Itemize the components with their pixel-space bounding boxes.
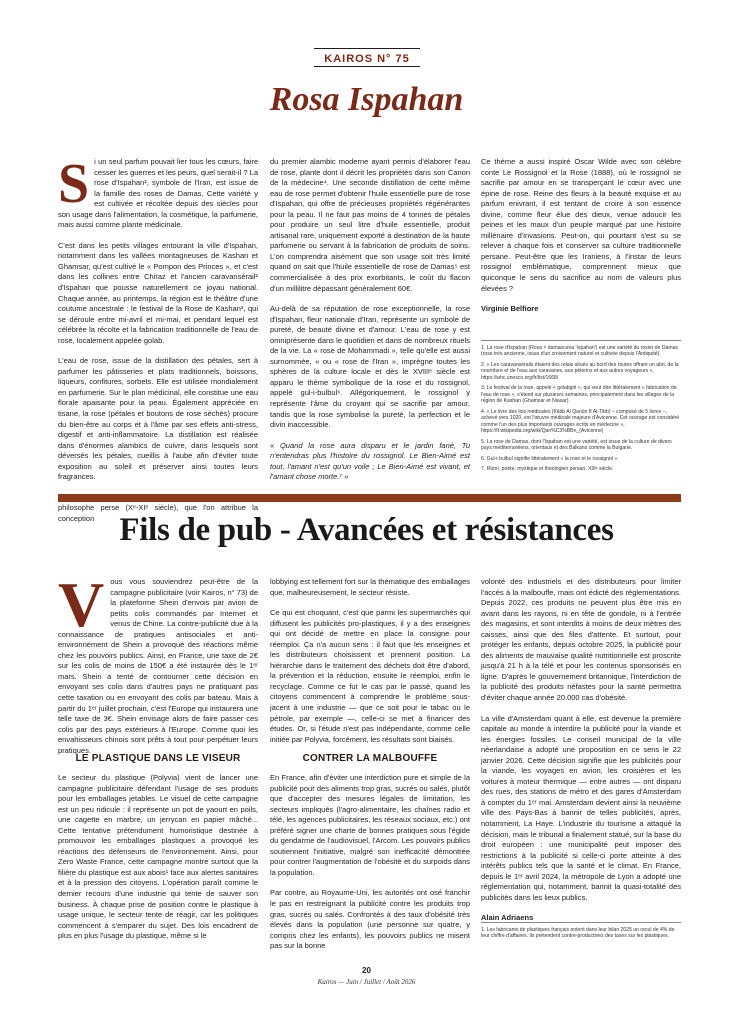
article1-paragraph-5: du premier alambic moderne ayant permis d'élaborer l'eau de rose, plante dont il décrit les propriétés dans son Canon de la médecine⁴. Une seconde distillation de cette même eau de rose permet d'obtenir l'huile essentielle pure de rose d'Ispahan, qui offre de précieuses propriétés régénérantes pour la peau. Il ne faut pas moins de 4 tonnes de pétales pour produire un seul litre d'huile essentielle, produit artisanal rare, uniquement exporté à destination de la haute parfumerie ou servant à la fabrication de produits de soins. L'on comprendra aisément que son usage soit très limité quand on sait que l'huile essentielle de rose de Damas⁵ est commercialisée à des prix exorbitants, le coût du flacon d'un millilitre dépassant généralement 60€. [270, 157, 470, 293]
article2-paragraph-2: Le secteur du plastique (Polyvia) vient de lancer une campagne publicitaire défendant l'usage de ses produits pour les emballages jetables. Le visuel de cette campagne est un peu ridicule : il représente un pot de yaourt en poils, une cagette en marbre, un jerrycan en papier mâché... Cette tentative prétendument humoristique destinée à promouvoir les emballages plastiques a provoqué les réactions des défenseurs de l'environnement. Ainsi, pour Zero Waste France, cette campagne montre surtout que la filière du plastique est aux abois¹ face aux alertes sanitaires et à la pression des citoyens. L'opération paraît comme le dernier recours d'une industrie qui tente de sauver son business. À chaque prise de position contre le plastique à usage unique, le secteur tente de réagir, car les politiques commencent à s'emparer du sujet. Des lois encadrent de plus en plus l'usage du plastique, même si le [58, 773, 258, 941]
article1-footnotes [481, 345, 681, 477]
article2-signature: Alain Adriaens [481, 913, 534, 923]
article2-column-2 [270, 577, 470, 745]
article2-paragraph-8: La ville d'Amsterdam quant à elle, est devenue la première capitale au monde à interdire la publicité pour la viande et les énergies fossiles. Le conseil municipal de la ville néerlandaise a adopté une proposition en ce sens le 22 janvier 2026. Cette décision signifie que les publicités pour la viande, les voyages en avion, les croisières et les voitures à moteur thermique — entre autres — ont disparu des rues, des stations de métro et des gares d'Amsterdam à compter du 1ᵉʳ mai. Amsterdam devient ainsi la neuvième ville des Pays-Bas à bannir de telles publicités, après, notamment, La Haye. L'industrie du tourisme a attaqué la décision, mais le tribunal a finalement statué, sur la base du droit européen : une municipalité peut imposer des restrictions à la publicité si celle-ci porte atteinte à des intérêts publics tels que la santé et le climat. En France, depuis le 1ᵉʳ avril 2024, la métropole de Lyon a adopté une réglementation qui, notamment, bannit la quasi-totalité des publicités dans les lieux publics. [481, 713, 681, 902]
footnote-3: 3. Le festival de la rose, appelé « golabgiri », qui veut dire littéralement « fabrication de l'eau de rose », s'étend sur plusieurs semaines, principalement dans les villages de la région de Kashan (Ghamsar et Niasar). [481, 385, 677, 405]
article1-paragraph-7: Ce thème a aussi inspiré Oscar Wilde avec son célèbre conte Le Rossignol et la Rose (1888), où le rossignol se sacrifie par amour en se transperçant le cœur avec une épine de rose. Reine des fleurs à la beauté exquise et au parfum enivrant, il est tentant de croire à son essence divine, comme fleur élue des dieux, venue adoucir les peines et les maux d'un peuple marqué par une histoire millénaire d'invasions. Peut-on, qui pourtant s'est su se relever à chaque fois et conserver sa culture traditionnelle persane. Peut-être que les Iraniens, à l'instar de leurs rossignol emblématique, comprennent mieux que quiconque le sens du sacrifice au nom de valeurs plus élevées ? [481, 157, 681, 293]
article2-column-1 [58, 569, 258, 756]
article1-column-2 [270, 157, 470, 483]
article1-paragraph-1: i un seul parfum pouvait lier tous les cœurs, faire cesser les guerres et les peurs, quel serait-il ? La rose d'Ispahan¹, symbole de l'Iran, est issue de la famille des roses de Damas. Cette variété y est cultivée et récoltée depuis des siècles pour son usage dans l'alimentation, la cosmétique, la parfumerie, mais aussi comme plante médicinale. [58, 157, 258, 230]
article1-paragraph-4: philosophe perse (Xᵉ-XIᵉ siècle), que l'on attribue la conception [58, 503, 258, 523]
article2-subhead-malbouffe: CONTRER LA MALBOUFFE [302, 753, 438, 764]
article1-title: Rosa Ispahan [269, 81, 464, 118]
page-number: 20 [362, 966, 371, 975]
article1-paragraph-2: C'est dans les petits villages entourant la ville d'Ispahan, notamment dans les vallées montagneuses de Kashan et Ghamsar, qu'est cultivé le « Pompon des Princes », et c'est dans les collines entre Chiraz et l'ancien caravansérail² d'Ispahan que pousse naturellement ce joyau national. Chaque année, au printemps, la région est le théâtre d'une coutume ancestrale : le festival de la Rose de Kashan³, qui se déroule entre mi-avril et mi-mai, et pendant lequel est célébrée la récolte et la fabrication traditionnelle de l'eau de rose, localement appelée golab. [58, 240, 258, 345]
article1-footnote-rule [481, 340, 681, 341]
footnote-2: 2. « Les caravansérails étaient des relais situés au bord des routes offrant un abri, de la nourriture et de l'eau aux caravanes, aux pèlerins et aux autres voyageurs », https://whc.unesco.org/fr/list/1668/ [481, 362, 679, 381]
article2-footnote: 1. Les fabricants de plastiques français notent dans leur bilan 2025 un recul de 4% de leur chiffre d'affaires. Ils prétendent contre-productives des taxes sur les plastiques. [481, 927, 675, 940]
article2-paragraph-4: Ce qui est choquant, c'est que parmi les supermarchés qui diffusent les publicités pro-plastiques, il y a des enseignes qui ont décidé de mettre en place la consigne pour réemploi. Ça n'a aucun sens : il faut que les enseignes et les distributeurs choisissent et prennent position. La hiérarchie dans le traitement des déchets doit être d'abord, la prévention et la réduction, ensuite le réemploi, enfin le recyclage. Comme ce fut le cas par le passé, quand les citoyens commencent à comprendre le problème sous-jacent à une industrie — que ce soit pour le tabac ou le pétrole, par exemple —, celle-ci se met à financer des études. Or, si l'étude n'est pas indépendante, comme celle initiée par Polyvia, forcément, les résultats sont biaisés. [270, 608, 470, 744]
article1-paragraph-3: L'eau de rose, issue de la distillation des pétales, sert à parfumer les pâtisseries et plats traditionnels, boissons, liqueurs, confitures, sorbets. Elle est utilisée mondialement en parfumerie. Sur le plan médicinal, elle constitue une eau florale apaisante pour la peau. Également appréciée en tisane, la rose (pétales et boutons de rose séchés) procure du bien-être au corps et à l'âme par ses effets anti-stress, digestif et anti-inflammatoire. La distillation est réalisée dans d'énormes alambics de cuivre, dans lesquels sont déversés les pétales, cueillis à l'aube afin d'éviter toute exposition au soleil et préserver ainsi toutes leurs fragrances. [58, 356, 258, 482]
article2-paragraph-5: En France, afin d'éviter une interdiction pure et simple de la publicité pour des aliments trop gras, sucrés ou salés, plutôt que d'accepter des mesures légales de limitation, les secteurs impliqués (l'agro-alimentaire, les chaînes radio et télé, les agences publicitaires, les réseaux sociaux, etc.) ont préféré signer une charte de bonnes pratiques sous l'égide du gendarme de l'audiovisuel, l'Arcom. Les pouvoirs publics soutiennent l'initiative, malgré son inefficacité démontrée pour contrer l'augmentation de l'obésité et du surpoids dans la population. [270, 773, 470, 877]
article2-column-2b [270, 773, 470, 952]
article2-paragraph-7: volonté des industriels et des distributeurs pour limiter l'accès à la malbouffe, mais ont édicté des réglementations. Depuis 2022, ces produits ne peuvent plus être mis en avant dans les rayons, ni en tête de gondole, ni à l'entrée des magasins, et sont interdits à moins de deux mètres des caisses, ainsi que des files d'attente. Et surtout, pour protéger les enfants, depuis octobre 2025, la publicité pour des aliments de mauvaise qualité nutritionnelle est proscrite jusqu'à 21 h à la télé et pour les contenus sponsorisés en ligne. D'après le gouvernement britannique, l'interdiction de la publicité des produits néfastes pour la santé permettra d'éviter chaque année 20.000 cas d'obésité. [481, 577, 681, 703]
article2-title: Fils de pub - Avancées et résistances [119, 512, 614, 548]
footnote-4: 4. « Le livre des lois médicales (Kitāb Al Qanūn fī Al-Tibb) – composé de 5 livres –, achevé vers 1020, est l'œuvre médicale majeure d'Avicenne. Cet ouvrage est considéré comme l'un des plus importants ouvrages écrits en médecine », https://fr.wikipedia.org/wiki/Qan%C3%BBn_(Avicenne) [481, 408, 680, 435]
article2-paragraph-6: Par contre, au Royaume-Uni, les autorités ont osé franchir le pas en restreignant la publicité contre les produits trop gras, sucrés ou salés. Confrontés à des taux d'obésité très élevés dans la population (une personne sur quatre, y compris chez les enfants), les pouvoirs publics ne misent pas sur la bonne [270, 888, 470, 951]
article1-dropcap: S [58, 153, 90, 215]
footnote-6: 6. Gul-i-bulbul signifie littéralement « la rose et le rossignol ». [481, 455, 619, 462]
article1-signature: Virginie Belfiore [481, 304, 539, 314]
article2-subhead-plastique: LE PLASTIQUE DANS LE VISEUR [75, 753, 241, 764]
footnote-7: 7. Rûmî, poète, mystique et théologien persan, XIIIᵉ siècle. [481, 466, 614, 473]
footnote-5: 5. La rose de Damas, dont l'Ispahan est une variété, est issue de la culture de divers pays méditerranéens, orientaux et des Balkans comme la Bulgarie. [481, 438, 672, 452]
article1-paragraph-6: Au-delà de sa réputation de rose exceptionnelle, la rose d'Ispahan, fleur nationale d'Iran, représente un symbole de pureté, de beauté divine et d'amour. L'eau de rose y est omniprésente dans le quotidien et dans de nombreux rituels de la vie. La « rose de Mohammadi », telle qu'elle est aussi surnommée, « ou « rose de l'Iran », imprègne toutes les sphères de la culture locale et dès le XVIIIᵉ siècle est apparu le thème symbolique de la rose et du rossignol, appelé gul-i-bulbul⁶. Allégoriquement, le rossignol y représente l'âme du croyant qui se sacrifie par amour, tandis que la rose symbolise la pureté, la perfection et le divin inaccessible. [270, 304, 470, 430]
article1-column-1 [58, 153, 258, 525]
section-divider-band [58, 494, 681, 502]
article2-column-3 [481, 577, 681, 924]
header-kicker-box [314, 48, 420, 67]
article2-dropcap: V [58, 569, 105, 640]
article1-column-3 [481, 157, 681, 315]
article2-column-1b [58, 773, 258, 942]
article2-paragraph-1: ous vous souviendrez peut-être de la campagne publicitaire (voir Kairos, n° 73) de la plateforme Shein d'envois par avion de petits colis commandés par Internet et venus de Chine. La contre-publicité due à la connaissance de pratiques antisociales et anti-environnement de Shein a provoqué des réactions même chez les pouvoirs publics. Ainsi, en France, une taxe de 2€ sur les colis de moins de 150€ a été instaurée dès le 1ᵉʳ mars. Shein a tenté de contourner cette décision en envoyant ses colis dans d'autres pays ne pratiquant pas cette taxation ou en envoyant des colis par bateau. Mais à partir du 1ᵉʳ juillet prochain, c'est l'Europe qui instaurera une telle taxe de 3€. Shein envisage alors de faire passer ces colis par des pays extérieurs à l'Europe. Comme quoi les envahisseurs chinois sont prêts à tout pour perpétuer leurs pratiques. [58, 577, 258, 755]
article1-quote: « Quand la rose aura disparu et le jardin fané, Tu n'entendras plus l'histoire du rossignol. Le Bien-Aimé est tout, l'amant n'est qu'un voile ; Le Bien-Aimé est vivant, et l'amant chose morte.⁷ » [270, 440, 470, 482]
article2-footnote-rule [481, 922, 681, 923]
article2-paragraph-3: lobbying est tellement fort sur la thématique des emballages que, malheureusement, le secteur résiste. [270, 577, 470, 597]
header-kicker: KAIROS N° 75 [324, 53, 410, 65]
footer-issue: Kairos — Juin / Juillet / Août 2026 [317, 978, 416, 986]
footnote-1: 1. La rose d'Ispahan (Rosa × damascena 'Ispahan') est une variété du rosier de Damas (rose très ancienne, issue d'un croisement naturel et cultivée depuis l'Antiquité). [481, 345, 679, 358]
